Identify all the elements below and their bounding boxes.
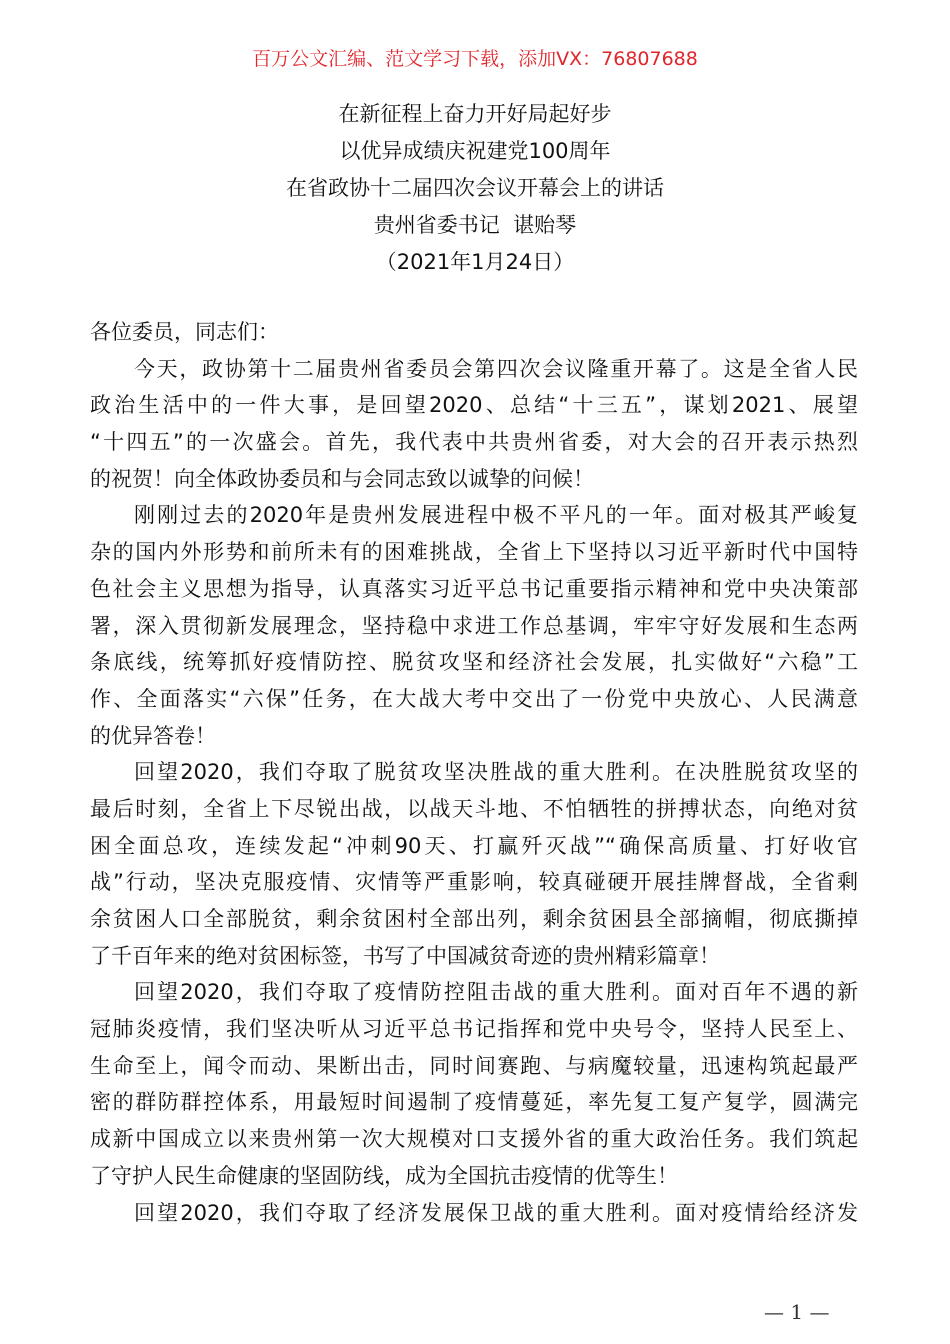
salutation: 各位委员，同志们： <box>90 320 279 344</box>
paragraph-line: 刚刚过去的2020年是贵州发展进程中极不平凡的一年。面对极其严峻复 <box>134 503 858 528</box>
paragraph-line: 冠肺炎疫情，我们坚决听从习近平总书记指挥和党中央号令，坚持人民至上、 <box>90 1017 858 1042</box>
author-line: 贵州省委书记 谌贻琴 <box>373 213 577 237</box>
paragraph-line: 成新中国成立以来贵州第一次大规模对口支援外省的重大政治任务。我们筑起 <box>90 1127 858 1152</box>
paragraph-line: 生命至上，闻令而动、果断出击，同时间赛跑、与病魔较量，迅速构筑起最严 <box>90 1053 858 1078</box>
paragraph-line: 了守护人民生命健康的坚固防线，成为全国抗击疫情的优等生！ <box>90 1163 678 1188</box>
paragraph-line: 回望2020，我们夺取了经济发展保卫战的重大胜利。面对疫情给经济发 <box>134 1200 858 1225</box>
paragraph-line: 色社会主义思想为指导，认真落实习近平总书记重要指示精神和党中央决策部 <box>90 576 858 601</box>
paragraph-line: 署，深入贯彻新发展理念，坚持稳中求进工作总基调，牢牢守好发展和生态两 <box>90 613 858 638</box>
paragraph-line: 今天，政协第十二届贵州省委员会第四次会议隆重开幕了。这是全省人民 <box>134 356 858 381</box>
paragraph-line: 杂的国内外形势和前所未有的困难挑战，全省上下坚持以习近平新时代中国特 <box>90 540 858 565</box>
title-line: 以优异成绩庆祝建党100周年 <box>339 139 611 163</box>
paragraph-line: 的优异答卷！ <box>90 723 216 748</box>
paragraph-line: 了千百年来的绝对贫困标签，书写了中国减贫奇迹的贵州精彩篇章！ <box>90 943 720 968</box>
paragraph-line: 的祝贺！向全体政协委员和与会同志致以诚挚的问候！ <box>90 466 594 491</box>
watermark-banner: 百万公文汇编、范文学习下载，添加VX：76807688 <box>252 48 698 70</box>
paragraph-line: 政治生活中的一件大事，是回望2020、总结“十三五”，谋划2021、展望 <box>90 393 858 418</box>
title-line: 在新征程上奋力开好局起好步 <box>338 102 612 126</box>
paragraph-line: 密的群防群控体系，用最短时间遏制了疫情蔓延，率先复工复产复学，圆满完 <box>90 1090 858 1115</box>
title-block <box>0 96 950 281</box>
paragraph-line: 回望2020，我们夺取了脱贫攻坚决胜战的重大胜利。在决胜脱贫攻坚的 <box>134 760 858 785</box>
paragraph-line: 最后时刻，全省上下尽锐出战，以战天斗地、不怕牺牲的拼搏状态，向绝对贫 <box>90 796 858 821</box>
title-subtitle: 在省政协十二届四次会议开幕会上的讲话 <box>286 176 664 200</box>
paragraph-line: “十四五”的一次盛会。首先，我代表中共贵州省委，对大会的召开表示热烈 <box>90 430 858 455</box>
paragraph-line: 回望2020，我们夺取了疫情防控阻击战的重大胜利。面对百年不遇的新 <box>134 980 858 1005</box>
paragraph-line: 条底线，统筹抓好疫情防控、脱贫攻坚和经济社会发展，扎实做好“六稳”工 <box>90 650 858 675</box>
paragraph-line: 余贫困人口全部脱贫，剩余贫困村全部出列，剩余贫困县全部摘帽，彻底撕掉 <box>90 907 858 931</box>
paragraph-line: 作、全面落实“六保”任务，在大战大考中交出了一份党中央放心、人民满意 <box>90 686 858 711</box>
paragraph-line: 战”行动，坚决克服疫情、灾情等严重影响，较真碰硬开展挂牌督战，全省剩 <box>90 870 858 895</box>
paragraph-line: 困全面总攻，连续发起“冲刺90天、打赢歼灭战”“确保高质量、打好收官 <box>90 833 858 858</box>
date-line: （2021年1月24日） <box>375 250 575 274</box>
document-body <box>90 314 858 1231</box>
page-number: — 1 — <box>764 1300 830 1324</box>
